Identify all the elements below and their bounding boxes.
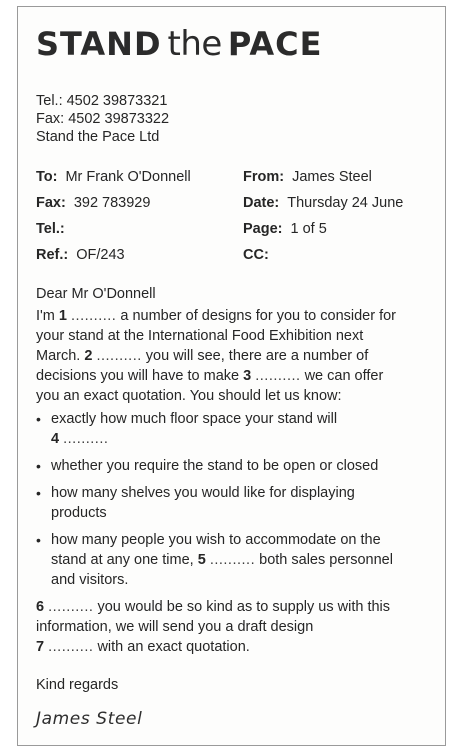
- list-item: whether you require the stand to be open or closed: [51, 458, 379, 474]
- paragraph-line: March. 2 .......... you will see, there are a number of: [36, 348, 369, 364]
- fax-value: 392 783929: [73, 195, 151, 211]
- gap-number: 4: [51, 431, 60, 447]
- fax-field: [36, 193, 150, 213]
- list-item-continuation: [51, 429, 108, 449]
- tel-label: Tel.:: [36, 221, 65, 237]
- gap-number: 3: [243, 368, 252, 384]
- gap-number: 5: [197, 552, 206, 568]
- blank-gap: ..........: [209, 552, 256, 568]
- page-field: [243, 219, 327, 239]
- page-value: 1 of 5: [290, 221, 327, 237]
- blank-gap: ..........: [48, 599, 94, 615]
- company-tel: Tel.: 4502 39873321: [36, 93, 168, 109]
- blank-gap: ..........: [96, 348, 142, 364]
- to-label: To:: [36, 169, 58, 185]
- company-logo: [36, 24, 323, 64]
- list-item-continuation: and visitors.: [51, 572, 129, 588]
- from-value: James Steel: [292, 169, 372, 185]
- date-field: [243, 193, 403, 213]
- fax-label: Fax:: [36, 195, 66, 211]
- gap-number: 6: [36, 599, 45, 615]
- logo-word-the: the: [167, 24, 222, 64]
- bullet-icon: •: [36, 485, 41, 501]
- fax-document: [17, 6, 446, 746]
- gap-number: 1: [58, 308, 67, 324]
- signature: James Steel: [36, 709, 143, 729]
- list-item-continuation: products: [51, 505, 107, 521]
- ref-field: [36, 245, 125, 265]
- bullet-icon: •: [36, 411, 41, 427]
- closing: Kind regards: [36, 677, 119, 693]
- date-label: Date:: [243, 195, 280, 211]
- to-field: [36, 167, 191, 187]
- paragraph-line: your stand at the International Food Exhibition next: [36, 328, 364, 344]
- blank-gap: ..........: [48, 639, 94, 655]
- from-field: [243, 167, 372, 187]
- cc-label: CC:: [243, 247, 269, 263]
- logo-word-stand: STAND: [36, 25, 162, 63]
- paragraph-line: 7 .......... with an exact quotation.: [36, 639, 250, 655]
- blank-gap: ..........: [255, 368, 301, 384]
- bullet-icon: •: [36, 532, 41, 548]
- tel-field: [36, 219, 73, 239]
- company-name: Stand the Pace Ltd: [36, 129, 160, 145]
- blank-gap: ..........: [71, 308, 117, 324]
- paragraph-line: I'm 1 .......... a number of designs for you to consider for: [36, 308, 397, 324]
- paragraph-line: you an exact quotation. You should let us know:: [36, 388, 342, 404]
- gap-number: 2: [84, 348, 93, 364]
- list-item: how many people you wish to accommodate on the: [51, 532, 381, 548]
- paragraph-line: decisions you will have to make 3 .......... we can offer: [36, 368, 384, 384]
- to-value: Mr Frank O'Donnell: [65, 169, 191, 185]
- page-label: Page:: [243, 221, 283, 237]
- from-label: From:: [243, 169, 285, 185]
- list-item-continuation: stand at any one time, 5 .......... both sales personnel: [51, 552, 393, 568]
- salutation: Dear Mr O'Donnell: [36, 286, 156, 302]
- cc-field: [243, 245, 277, 265]
- company-fax: Fax: 4502 39873322: [36, 111, 170, 127]
- paragraph-line: 6 .......... you would be so kind as to supply us with this: [36, 599, 391, 615]
- paragraph-line: information, we will send you a draft design: [36, 619, 314, 635]
- blank-gap: ..........: [63, 431, 109, 447]
- logo-word-pace: PACE: [227, 25, 323, 63]
- ref-value: OF/243: [76, 247, 125, 263]
- bullet-icon: •: [36, 458, 41, 474]
- ref-label: Ref.:: [36, 247, 69, 263]
- list-item: exactly how much floor space your stand will: [51, 411, 338, 427]
- gap-number: 7: [36, 639, 45, 655]
- list-item: how many shelves you would like for displaying: [51, 485, 355, 501]
- date-value: Thursday 24 June: [287, 195, 404, 211]
